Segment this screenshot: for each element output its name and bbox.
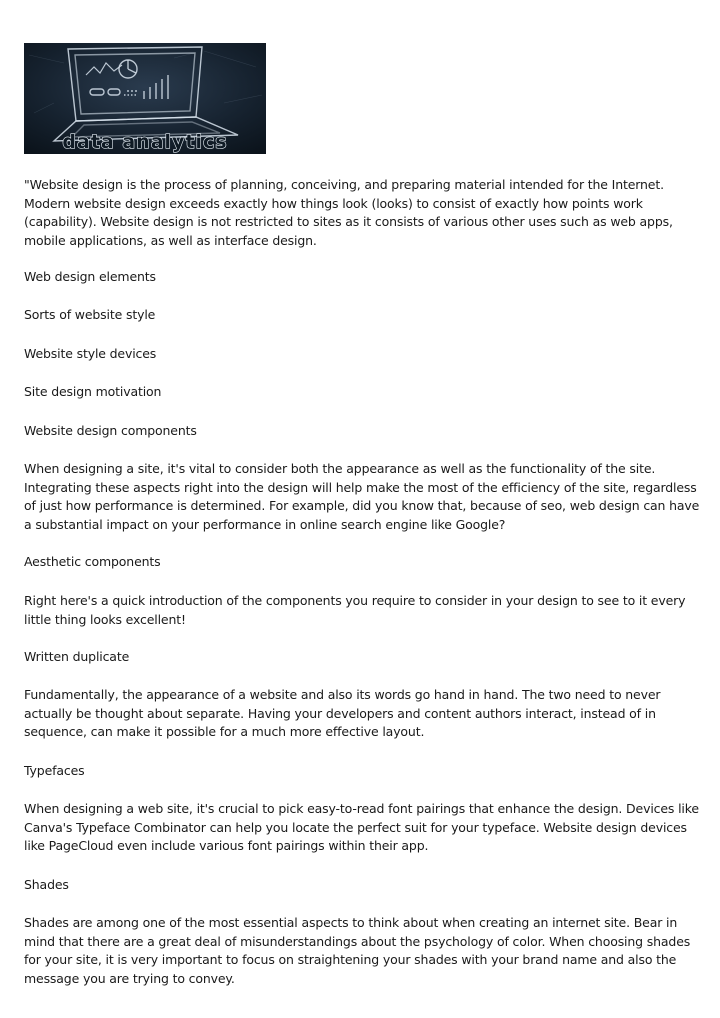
heading-site-design-motivation: Site design motivation (24, 384, 162, 399)
shades-paragraph: Shades are among one of the most essential aspects to think about when creating an internet site. Bear in mind that there are a great deal of misunderstandings about the psychology of color. When choosing shades for your site, it is very important to focus on straightening your shades with your brand name and also the message you are trying to convey. (24, 915, 691, 986)
heading-website-design-components: Website design components (24, 423, 197, 438)
written-copy-paragraph: Fundamentally, the appearance of a website and also its words go hand in hand. The two need to never actually be thought about separate. Having your developers and content authors interact, instead of in sequence, can make it possible for a much more effective layout. (24, 687, 661, 740)
hero-caption (24, 130, 266, 154)
typefaces-paragraph: When designing a web site, it's crucial to pick easy-to-read font pairings that enhance the design. Devices like Canva's Typeface Combinator can help you locate the perfect suit for your typeface. Website design devices like PageCloud even include various font pairings within their app. (24, 801, 699, 854)
heading-written-duplicate: Written duplicate (24, 649, 130, 664)
heading-aesthetic-components: Aesthetic components (24, 554, 161, 569)
heading-website-style-devices: Website style devices (24, 346, 157, 361)
quick-intro-paragraph: Right here's a quick introduction of the components you require to consider in your design to see to it every little thing looks excellent! (24, 593, 686, 627)
heading-sorts-of-website-style: Sorts of website style (24, 307, 156, 322)
caption-text: data analytics (62, 131, 228, 153)
intro-paragraph: "Website design is the process of planning, conceiving, and preparing material intended for the Internet. Modern website design exceeds exactly how things look (looks) to consist of exactly how points work (capability). Website design is not restricted to sites as it consists of various other uses such as web apps, mobile applications, as well as interface design. (24, 177, 673, 248)
considerations-paragraph: When designing a site, it's vital to consider both the appearance as well as the functionality of the site. Integrating these aspects right into the design will help make the most of the efficiency of the site, regardless of just how performance is determined. For example, did you know that, because of seo, web design can have a substantial impact on your performance in online search engine like Google? (24, 461, 700, 532)
heading-shades: Shades (24, 877, 69, 892)
heading-web-design-elements: Web design elements (24, 269, 156, 284)
heading-typefaces: Typefaces (24, 763, 85, 778)
